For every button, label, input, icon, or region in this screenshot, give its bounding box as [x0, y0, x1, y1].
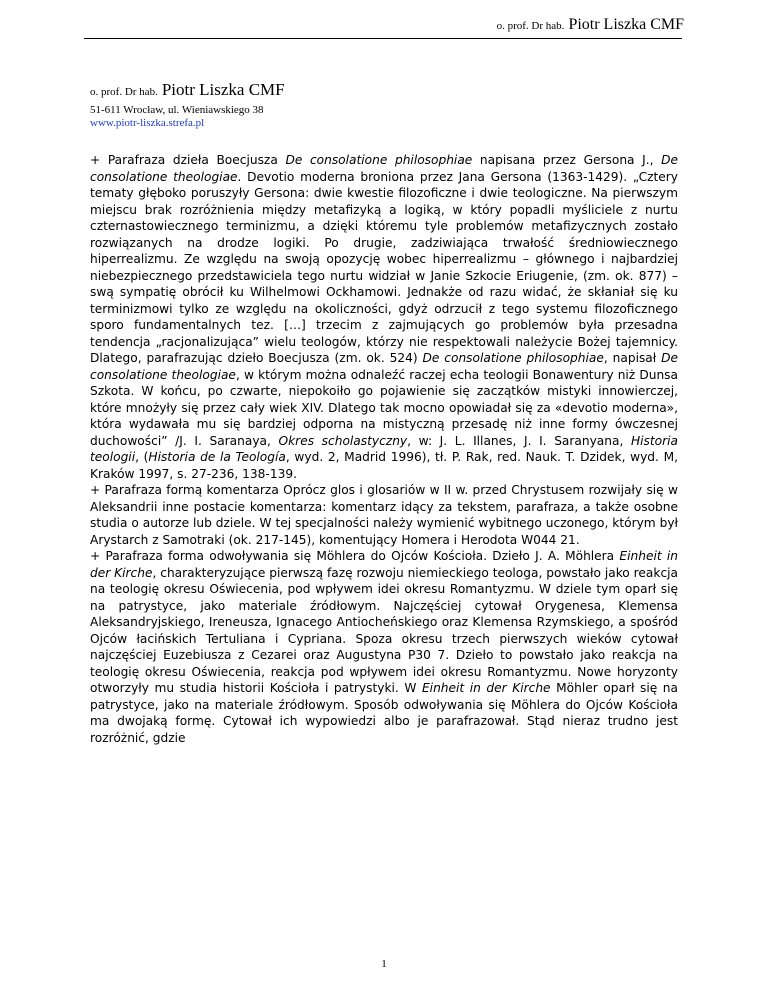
author-block — [90, 80, 285, 130]
paragraph-text: + Parafraza dzieła Boecjusza — [90, 153, 286, 167]
paragraph-text: Möhler oparł się na patrystyce, jako na materiale źródłowym. Sposób odwoływania się Möhlera do Ojców Kościoła ma dwojaką formę. Cytował ich wypowiedzi albo je parafrazował. Stąd nieraz trudno jest rozróżnić, gdzie — [90, 681, 678, 745]
entry-paragraph-2 — [90, 482, 678, 548]
italic-title-text: Einheit in der Kirche — [90, 549, 678, 580]
paragraph-text: , napisał — [603, 351, 662, 365]
author-line — [90, 80, 285, 100]
paragraph-text: . Devotio moderna broniona przez Jana Gersona (1363-1429). „Cztery tematy głęboko poruszyły Gersona: dwie kwestie filozoficzne i dwie teologiczne. Na pierwszym miejscu brak rozróżnienia między metafizyką a logiką, w który popadli myśliciele z nurtu czternastowiecznego terminizmu, a dzięki któremu tyle problemów metafizycznych zostało rozwiązanych na drodze logiki. Po drugie, zadziwiająca trwałość średniowiecznego hiperrealizmu. Ze względu na swoją opozycję wobec hiperrealizmu – głównego i najbardziej niebezpiecznego przedstawiciela tego nurtu widział w Janie Szkocie Eriugenie, (zm. ok. 877) – swą sympatię obrócił ku Wilhelmowi Ockhamowi. Jednakże od razu widać, że skłaniał się ku terminizmowi tylko ze względu na okoliczności, gdyż odrzucił z tego systemu filozoficznego sporo fundamentalnych tez. […] trzecim z zajmujących go problemów była przesadna tendencja „racjonalizująca” wielu teologów, którzy nie respektowali należycie Bożej tajemnicy. Dlatego, parafrazując dzieło Boecjusza (zm. ok. 524) — [90, 169, 678, 365]
page-number: 1 — [381, 958, 387, 970]
entry-paragraph-1 — [90, 152, 678, 482]
paragraph-text: , ( — [135, 450, 149, 464]
author-address: 51-611 Wrocław, ul. Wieniawskiego 38 — [90, 104, 264, 116]
paragraph-text: , w którym można odnaleźć raczej echa teologii Bonawentury niż Dunsa Szkota. W końcu, po czwarte, niepokoiło go pojawienie się zaczątków mistyki innowierczej, które mnożyły się przez cały wiek XIV. Dlatego tak mocno opowiadał się za «devotio moderna», która wydawała mu się bardziej odporna na mistyczną przesadę niż inne formy ówczesnej duchowości” /J. I. Saranaya, — [90, 367, 679, 448]
italic-title-text: De consolatione philosophiae — [422, 351, 604, 365]
paragraph-text: , w: J. L. Illanes, J. I. Saranyana, — [407, 433, 631, 448]
italic-title-text: De consolatione philosophiae — [285, 153, 473, 167]
paragraph-text: napisana przez Gersona J., — [472, 153, 662, 167]
paragraph-text: + Parafraza forma odwoływania się Möhlera do Ojców Kościoła. Dzieło J. A. Möhlera — [90, 549, 620, 563]
italic-title-text: De consolatione theologiae — [90, 351, 679, 382]
italic-title-text: Historia de la Teología — [148, 450, 286, 464]
paragraph-text: , charakteryzujące pierwszą fazę rozwoju niemieckiego teologa, powstało jako reakcja na teologię okresu Oświecenia, pod wpływem idei okresu Romantyzmu. W dziele tym oparł się na patrystyce, jako materiale źródłowym. Najczęściej cytował Orygenesa, Klemensa Aleksandryjskiego, Ireneusza, Ignacego Antiocheńskiego oraz Klemensa Rzymskiego, a spośród Ojców łacińskich Tertuliana i Cypriana. Spoza okresu trzech pierwszych wieków cytował najczęściej Euzebiusza z Cezarei oraz Augustyna P30 7. Dzieło to powstało jako reakcja na teologię okresu Oświecenia, reakcja pod wpływem idei okresu Romantyzmu. Nowe horyzonty otworzyły mu studia historii Kościoła i patrystyki. W — [90, 565, 678, 695]
author-prefix: o. prof. Dr hab. — [90, 86, 158, 98]
header-rule — [84, 38, 682, 39]
author-website-link[interactable]: www.piotr-liszka.strefa.pl — [90, 117, 205, 129]
author-name: Piotr Liszka CMF — [161, 80, 285, 99]
entry-paragraph-3 — [90, 548, 678, 746]
paragraph-text: , wyd. 2, Madrid 1996), tł. P. Rak, red. Nauk. T. Dzidek, wyd. M, Kraków 1997, s. 27-236, 138-139. — [90, 450, 678, 481]
italic-title-text: Historia teologii — [90, 433, 678, 464]
italic-title-text: Einheit in der Kirche — [421, 681, 551, 695]
paragraph-text: + Parafraza formą komentarza Oprócz glos i glosariów w II w. przed Chrystusem rozwijały się w Aleksandrii inne postacie komentarza: komentarz idący za tekstem, parafraza, a także osobne studia o autorze lub dziele. W tej specjalności należy wymienić wybitnego uczonego, którym był Arystarch z Samotraki (ok. 217-145), komentujący Homera i Herodota W044 21. — [90, 483, 678, 547]
header-name: Piotr Liszka CMF — [568, 16, 684, 33]
running-header — [497, 16, 684, 34]
header-prefix: o. prof. Dr hab. — [496, 20, 565, 32]
document-body — [90, 152, 678, 746]
italic-title-text: De consolatione theologiae — [90, 153, 679, 184]
italic-title-text: Okres scholastyczny — [278, 433, 408, 448]
